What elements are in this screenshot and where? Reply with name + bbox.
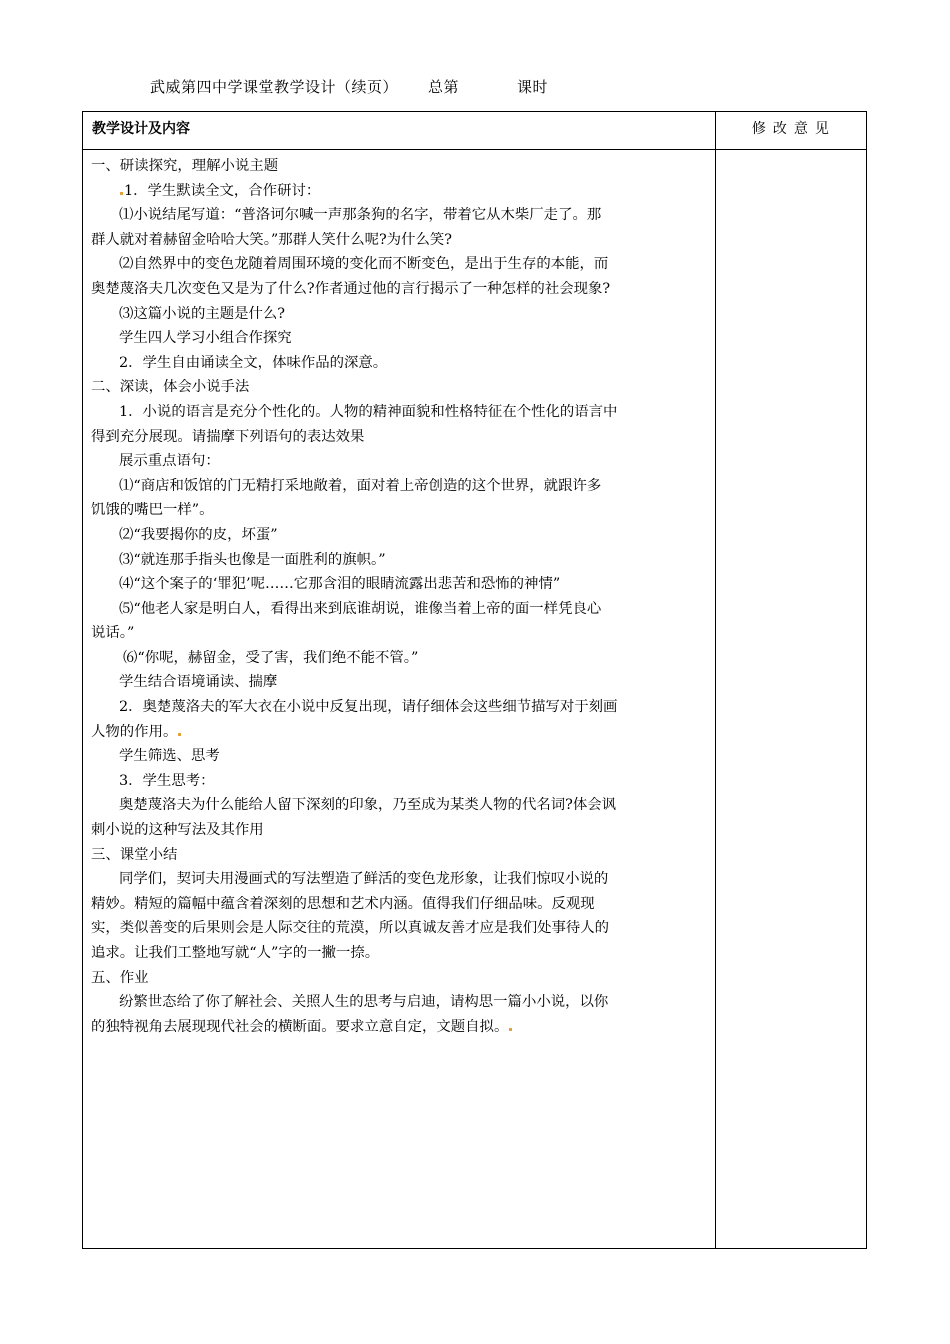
content-line-text: ⑴小说结尾写道：“普洛诃尔喊一声那条狗的名字，带着它从木柴厂走了。那 [119, 207, 602, 224]
content-line-text: 追求。让我们工整地写就“人”字的一撇一捺。 [91, 945, 380, 961]
content-line-text: 1．小说的语言是充分个性化的。人物的精神面貌和性格特征在个性化的语言中 [119, 403, 618, 420]
annotation-mark [178, 733, 181, 736]
content-line-text: 同学们，契诃夫用漫画式的写法塑造了鲜活的变色龙形象，让我们惊叹小说的 [119, 871, 609, 888]
content-line [91, 375, 707, 400]
content-line-text: 人物的作用。 [91, 723, 178, 740]
content-line-text: 1．学生默读全文，合作研讨： [124, 182, 321, 199]
lesson-content-cell [83, 150, 716, 1249]
content-line-text: 奥楚蔑洛夫为什么能给人留下深刻的印象，乃至成为某类人物的代名词?体会讽 [119, 797, 616, 814]
content-line [91, 744, 707, 769]
content-line-text: 三、课堂小结 [91, 846, 178, 863]
content-line-text: 学生四人学习小组合作探究 [119, 330, 292, 347]
column-title-revision: 修改意见 [715, 112, 866, 150]
content-line [91, 892, 707, 917]
content-line-text: 群人就对着赫留金哈哈大笑。”那群人笑什么呢?为什么笑? [91, 231, 452, 248]
content-line [91, 351, 707, 376]
content-line-text: 学生筛选、思考 [119, 748, 220, 765]
content-line [91, 277, 707, 302]
table-header-row [83, 112, 867, 150]
content-line [91, 449, 707, 474]
content-line [91, 720, 707, 745]
content-line [91, 916, 707, 941]
content-line [91, 523, 707, 548]
content-line-text: 刺小说的这种写法及其作用 [91, 822, 264, 839]
content-line [91, 203, 707, 228]
content-line [91, 154, 707, 179]
annotation-mark [120, 192, 123, 195]
content-line [91, 572, 707, 597]
content-line-text: 饥饿的嘴巴一样”。 [91, 502, 214, 519]
content-line [91, 990, 707, 1015]
content-line [91, 425, 707, 450]
content-line-text: ⑶这篇小说的主题是什么? [119, 305, 286, 322]
content-line [91, 252, 707, 277]
content-line [91, 400, 707, 425]
content-line-text: 二、深读，体会小说手法 [91, 379, 250, 396]
content-line [91, 818, 707, 843]
content-line-text: ⑴“商店和饭馆的门无精打采地敞着，面对着上帝创造的这个世界，就跟许多 [119, 477, 602, 494]
content-line [91, 646, 707, 671]
column-title-content: 教学设计及内容 [83, 112, 716, 150]
period-label: 课时 [517, 78, 549, 96]
content-line [91, 621, 707, 646]
content-line-text: 奥楚蔑洛夫几次变色又是为了什么?作者通过他的言行揭示了一种怎样的社会现象? [91, 280, 611, 297]
school-title: 武威第四中学课堂教学设计（续页） [150, 78, 399, 96]
content-line-text: 得到充分展现。请揣摩下列语句的表达效果 [91, 428, 365, 445]
content-line [91, 179, 707, 204]
content-line [91, 326, 707, 351]
content-line [91, 498, 707, 523]
content-line-text: 实，类似善变的后果则会是人际交往的荒漠，所以真诚友善才应是我们处事待人的 [91, 920, 610, 937]
content-line-text: 展示重点语句： [119, 453, 220, 470]
content-line [91, 793, 707, 818]
content-line [91, 597, 707, 622]
content-line [91, 966, 707, 991]
annotation-mark [509, 1028, 512, 1031]
content-line [91, 843, 707, 868]
content-line-text: 的独特视角去展现现代社会的横断面。要求立意自定，文题自拟。 [91, 1018, 509, 1035]
content-line [91, 769, 707, 794]
content-line-text: 纷繁世态给了你了解社会、关照人生的思考与启迪，请构思一篇小小说，以你 [119, 994, 609, 1011]
lesson-design-table [82, 111, 867, 1249]
content-line-text: 说话。” [91, 625, 135, 642]
content-line [91, 867, 707, 892]
content-line-text: ⑷“这个案子的‘罪犯’呢……它那含泪的眼睛流露出悲苦和恐怖的神情” [119, 576, 561, 593]
total-label: 总第 [428, 78, 460, 96]
content-line [91, 548, 707, 573]
content-line-text: ⑵“我要揭你的皮，坏蛋” [119, 526, 278, 543]
content-line-text: 一、研读探究，理解小说主题 [91, 158, 279, 174]
content-line-text: 学生结合语境诵读、揣摩 [119, 674, 278, 691]
content-line-text: ⑵自然界中的变色龙随着周围环境的变化而不断变色，是出于生存的本能，而 [119, 256, 609, 273]
content-line [91, 302, 707, 327]
content-line [91, 695, 707, 720]
content-line [91, 228, 707, 253]
content-line [91, 474, 707, 499]
content-line-text: 3．学生思考： [119, 772, 215, 789]
content-line-text: 2．学生自由诵读全文，体味作品的深意。 [119, 354, 388, 371]
content-line-text: ⑸“他老人家是明白人，看得出来到底谁胡说，谁像当着上帝的面一样凭良心 [119, 600, 602, 617]
revision-notes-cell [715, 150, 866, 1249]
content-line [91, 941, 707, 966]
content-line [91, 670, 707, 695]
content-line [91, 1015, 707, 1040]
content-line-text: 2．奥楚蔑洛夫的军大衣在小说中反复出现，请仔细体会这些细节描写对于刻画 [119, 699, 618, 716]
table-body-row [83, 150, 867, 1249]
content-line-text: ⑹“你呢，赫留金，受了害，我们绝不能不管。” [123, 649, 419, 666]
content-line-text: 精妙。精短的篇幅中蕴含着深刻的思想和艺术内涵。值得我们仔细品味。反观现 [91, 895, 595, 912]
document-header [150, 76, 548, 97]
content-line-text: ⑶“就连那手指头也像是一面胜利的旗帜。” [119, 551, 386, 568]
content-line-text: 五、作业 [91, 969, 149, 986]
